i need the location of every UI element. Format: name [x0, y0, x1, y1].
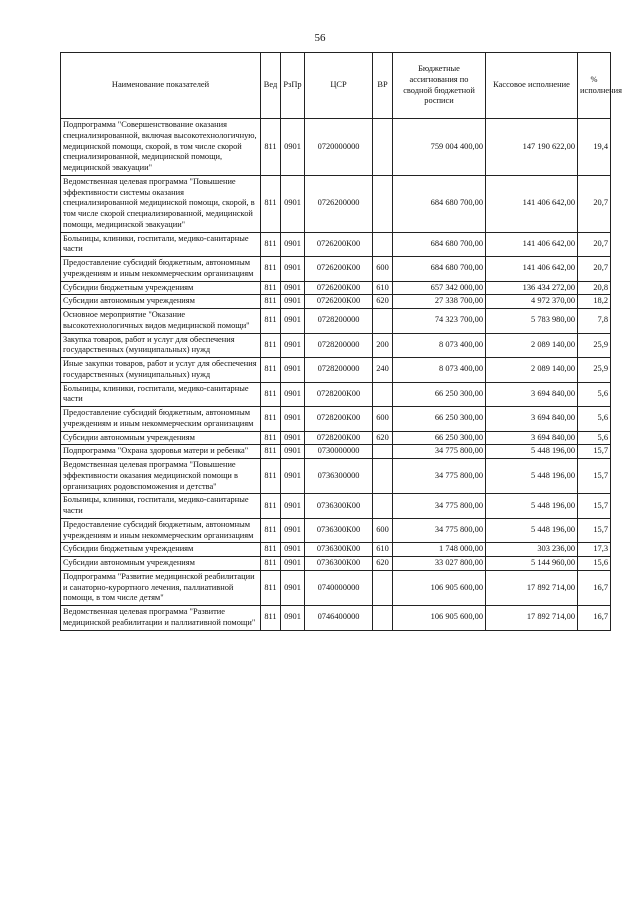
cell-rzpr: 0901 [281, 431, 305, 445]
cell-assign: 759 004 400,00 [393, 119, 486, 176]
cell-name: Субсидии бюджетным учреждениям [61, 281, 261, 295]
cell-vr [373, 494, 393, 519]
cell-csr: 0728200000 [305, 309, 373, 334]
cell-name: Ведомственная целевая программа "Развитие медицинской реабилитации и паллиативной помощи" [61, 606, 261, 631]
cell-csr: 0720000000 [305, 119, 373, 176]
cell-rzpr: 0901 [281, 518, 305, 543]
cell-rzpr: 0901 [281, 445, 305, 459]
cell-pct: 20,8 [578, 281, 611, 295]
table-body [61, 119, 611, 631]
cell-ved: 811 [261, 257, 281, 282]
cell-pct: 20,7 [578, 232, 611, 257]
cell-vr [373, 119, 393, 176]
cell-cash: 4 972 370,00 [486, 295, 578, 309]
cell-ved: 811 [261, 557, 281, 571]
cell-rzpr: 0901 [281, 119, 305, 176]
table-row [61, 518, 611, 543]
cell-assign: 34 775 800,00 [393, 459, 486, 494]
cell-assign: 657 342 000,00 [393, 281, 486, 295]
cell-vr: 240 [373, 358, 393, 383]
cell-cash: 3 694 840,00 [486, 407, 578, 432]
cell-pct: 15,7 [578, 459, 611, 494]
cell-rzpr: 0901 [281, 333, 305, 358]
cell-rzpr: 0901 [281, 295, 305, 309]
cell-cash: 17 892 714,00 [486, 606, 578, 631]
cell-csr: 0728200К00 [305, 407, 373, 432]
cell-vr [373, 459, 393, 494]
cell-cash: 2 089 140,00 [486, 333, 578, 358]
cell-name: Субсидии автономным учреждениям [61, 557, 261, 571]
cell-csr: 0728200К00 [305, 431, 373, 445]
cell-cash: 17 892 714,00 [486, 570, 578, 605]
cell-rzpr: 0901 [281, 281, 305, 295]
cell-csr: 0726200000 [305, 175, 373, 232]
table-row [61, 431, 611, 445]
table-row [61, 445, 611, 459]
cell-rzpr: 0901 [281, 175, 305, 232]
cell-assign: 684 680 700,00 [393, 257, 486, 282]
table-row [61, 295, 611, 309]
cell-pct: 20,7 [578, 257, 611, 282]
cell-ved: 811 [261, 518, 281, 543]
cell-pct: 15,6 [578, 557, 611, 571]
cell-ved: 811 [261, 431, 281, 445]
cell-csr: 0736300К00 [305, 494, 373, 519]
cell-ved: 811 [261, 119, 281, 176]
cell-name: Больницы, клиники, госпитали, медико-санитарные части [61, 232, 261, 257]
cell-cash: 2 089 140,00 [486, 358, 578, 383]
cell-ved: 811 [261, 309, 281, 334]
cell-vr: 620 [373, 557, 393, 571]
cell-cash: 5 448 196,00 [486, 445, 578, 459]
cell-name: Подпрограмма "Совершенствование оказания специализированной, включая высокотехнологичную, медицинской помощи, скорой, в том числе скорой специализированной, медицинской помощи, медицинской эвакуации" [61, 119, 261, 176]
cell-csr: 0728200К00 [305, 382, 373, 407]
cell-csr: 0736300К00 [305, 543, 373, 557]
table-row [61, 459, 611, 494]
cell-csr: 0726200К00 [305, 281, 373, 295]
cell-pct: 5,6 [578, 382, 611, 407]
cell-pct: 15,7 [578, 494, 611, 519]
cell-csr: 0728200000 [305, 358, 373, 383]
cell-vr [373, 382, 393, 407]
cell-rzpr: 0901 [281, 382, 305, 407]
table-row [61, 570, 611, 605]
cell-cash: 5 144 960,00 [486, 557, 578, 571]
cell-vr: 620 [373, 431, 393, 445]
cell-ved: 811 [261, 281, 281, 295]
cell-assign: 8 073 400,00 [393, 333, 486, 358]
header-ved: Вед [261, 53, 281, 119]
cell-rzpr: 0901 [281, 232, 305, 257]
table-row [61, 333, 611, 358]
cell-csr: 0746400000 [305, 606, 373, 631]
cell-csr: 0726200К00 [305, 257, 373, 282]
table-row [61, 232, 611, 257]
cell-assign: 106 905 600,00 [393, 606, 486, 631]
table-row [61, 175, 611, 232]
cell-name: Субсидии бюджетным учреждениям [61, 543, 261, 557]
cell-pct: 17,3 [578, 543, 611, 557]
cell-assign: 74 323 700,00 [393, 309, 486, 334]
cell-vr [373, 175, 393, 232]
header-vr: ВР [373, 53, 393, 119]
cell-ved: 811 [261, 543, 281, 557]
cell-ved: 811 [261, 407, 281, 432]
cell-name: Субсидии автономным учреждениям [61, 431, 261, 445]
cell-rzpr: 0901 [281, 494, 305, 519]
cell-rzpr: 0901 [281, 257, 305, 282]
table-row [61, 543, 611, 557]
header-cash: Кассовое исполнение [486, 53, 578, 119]
cell-vr: 610 [373, 281, 393, 295]
cell-ved: 811 [261, 494, 281, 519]
cell-ved: 811 [261, 333, 281, 358]
cell-assign: 34 775 800,00 [393, 445, 486, 459]
cell-pct: 25,9 [578, 333, 611, 358]
cell-name: Предоставление субсидий бюджетным, автономным учреждениям и иным некоммерческим организациям [61, 518, 261, 543]
cell-ved: 811 [261, 358, 281, 383]
cell-name: Подпрограмма "Охрана здоровья матери и ребенка" [61, 445, 261, 459]
cell-cash: 136 434 272,00 [486, 281, 578, 295]
cell-assign: 106 905 600,00 [393, 570, 486, 605]
cell-rzpr: 0901 [281, 358, 305, 383]
cell-pct: 18,2 [578, 295, 611, 309]
cell-cash: 3 694 840,00 [486, 431, 578, 445]
table-row [61, 382, 611, 407]
table-row [61, 358, 611, 383]
header-name: Наименование показателей [61, 53, 261, 119]
cell-assign: 34 775 800,00 [393, 518, 486, 543]
cell-name: Предоставление субсидий бюджетным, автономным учреждениям и иным некоммерческим организациям [61, 257, 261, 282]
cell-name: Больницы, клиники, госпитали, медико-санитарные части [61, 382, 261, 407]
cell-cash: 147 190 622,00 [486, 119, 578, 176]
cell-cash: 303 236,00 [486, 543, 578, 557]
cell-cash: 141 406 642,00 [486, 257, 578, 282]
cell-pct: 5,6 [578, 407, 611, 432]
budget-table [60, 52, 622, 631]
cell-csr: 0736300000 [305, 459, 373, 494]
table-row [61, 309, 611, 334]
cell-csr: 0736300К00 [305, 518, 373, 543]
header-csr: ЦСР [305, 53, 373, 119]
cell-name: Предоставление субсидий бюджетным, автономным учреждениям и иным некоммерческим организациям [61, 407, 261, 432]
cell-name: Основное мероприятие "Оказание высокотехнологичных видов медицинской помощи" [61, 309, 261, 334]
cell-ved: 811 [261, 295, 281, 309]
cell-assign: 66 250 300,00 [393, 431, 486, 445]
cell-pct: 7,8 [578, 309, 611, 334]
cell-csr: 0726200К00 [305, 295, 373, 309]
cell-name: Ведомственная целевая программа "Повышение эффективности оказания медицинской помощи в организациях родовспоможения и детства" [61, 459, 261, 494]
cell-assign: 66 250 300,00 [393, 382, 486, 407]
cell-pct: 16,7 [578, 606, 611, 631]
cell-vr: 620 [373, 295, 393, 309]
cell-cash: 5 448 196,00 [486, 459, 578, 494]
header-pct: % исполнения [578, 53, 611, 119]
cell-ved: 811 [261, 232, 281, 257]
table-header [61, 53, 622, 119]
table-row [61, 257, 611, 282]
cell-csr: 0728200000 [305, 333, 373, 358]
cell-assign: 684 680 700,00 [393, 232, 486, 257]
cell-name: Иные закупки товаров, работ и услуг для обеспечения государственных (муниципальных) нужд [61, 358, 261, 383]
cell-rzpr: 0901 [281, 407, 305, 432]
cell-name: Ведомственная целевая программа "Повышение эффективности системы оказания специализированной медицинской помощи, скорой, в том числе скорой специализированной, медицинской помощи, медицинской эвакуации" [61, 175, 261, 232]
cell-cash: 5 448 196,00 [486, 494, 578, 519]
cell-pct: 5,6 [578, 431, 611, 445]
cell-assign: 33 027 800,00 [393, 557, 486, 571]
cell-cash: 141 406 642,00 [486, 232, 578, 257]
cell-ved: 811 [261, 445, 281, 459]
table-row [61, 407, 611, 432]
cell-pct: 15,7 [578, 518, 611, 543]
cell-name: Больницы, клиники, госпитали, медико-санитарные части [61, 494, 261, 519]
cell-assign: 8 073 400,00 [393, 358, 486, 383]
cell-vr: 600 [373, 518, 393, 543]
cell-csr: 0726200К00 [305, 232, 373, 257]
cell-vr: 610 [373, 543, 393, 557]
cell-name: Подпрограмма "Развитие медицинской реабилитации и санаторно-курортного лечения, паллиативной помощи, в том числе детям" [61, 570, 261, 605]
cell-pct: 15,7 [578, 445, 611, 459]
table-row [61, 281, 611, 295]
cell-ved: 811 [261, 459, 281, 494]
table-row [61, 557, 611, 571]
cell-cash: 141 406 642,00 [486, 175, 578, 232]
cell-rzpr: 0901 [281, 606, 305, 631]
cell-ved: 811 [261, 175, 281, 232]
cell-pct: 19,4 [578, 119, 611, 176]
page-number: 56 [314, 32, 326, 44]
cell-pct: 16,7 [578, 570, 611, 605]
cell-vr [373, 570, 393, 605]
cell-name: Закупка товаров, работ и услуг для обеспечения государственных (муниципальных) нужд [61, 333, 261, 358]
table-row [61, 606, 611, 631]
cell-pct: 25,9 [578, 358, 611, 383]
cell-ved: 811 [261, 570, 281, 605]
cell-pct: 20,7 [578, 175, 611, 232]
cell-rzpr: 0901 [281, 543, 305, 557]
table-row [61, 494, 611, 519]
cell-vr [373, 606, 393, 631]
header-assign: Бюджетные ассигнования по сводной бюджетной росписи [393, 53, 486, 119]
cell-name: Субсидии автономным учреждениям [61, 295, 261, 309]
cell-vr: 600 [373, 257, 393, 282]
cell-vr [373, 309, 393, 334]
cell-vr [373, 445, 393, 459]
cell-vr [373, 232, 393, 257]
cell-ved: 811 [261, 382, 281, 407]
table-row [61, 119, 611, 176]
cell-assign: 684 680 700,00 [393, 175, 486, 232]
cell-assign: 1 748 000,00 [393, 543, 486, 557]
cell-cash: 3 694 840,00 [486, 382, 578, 407]
cell-assign: 27 338 700,00 [393, 295, 486, 309]
cell-rzpr: 0901 [281, 557, 305, 571]
cell-csr: 0740000000 [305, 570, 373, 605]
cell-assign: 34 775 800,00 [393, 494, 486, 519]
cell-vr: 600 [373, 407, 393, 432]
cell-rzpr: 0901 [281, 570, 305, 605]
cell-csr: 0730000000 [305, 445, 373, 459]
cell-vr: 200 [373, 333, 393, 358]
cell-rzpr: 0901 [281, 459, 305, 494]
header-rzpr: РзПр [281, 53, 305, 119]
cell-ved: 811 [261, 606, 281, 631]
cell-assign: 66 250 300,00 [393, 407, 486, 432]
cell-rzpr: 0901 [281, 309, 305, 334]
cell-cash: 5 448 196,00 [486, 518, 578, 543]
cell-cash: 5 783 980,00 [486, 309, 578, 334]
cell-csr: 0736300К00 [305, 557, 373, 571]
